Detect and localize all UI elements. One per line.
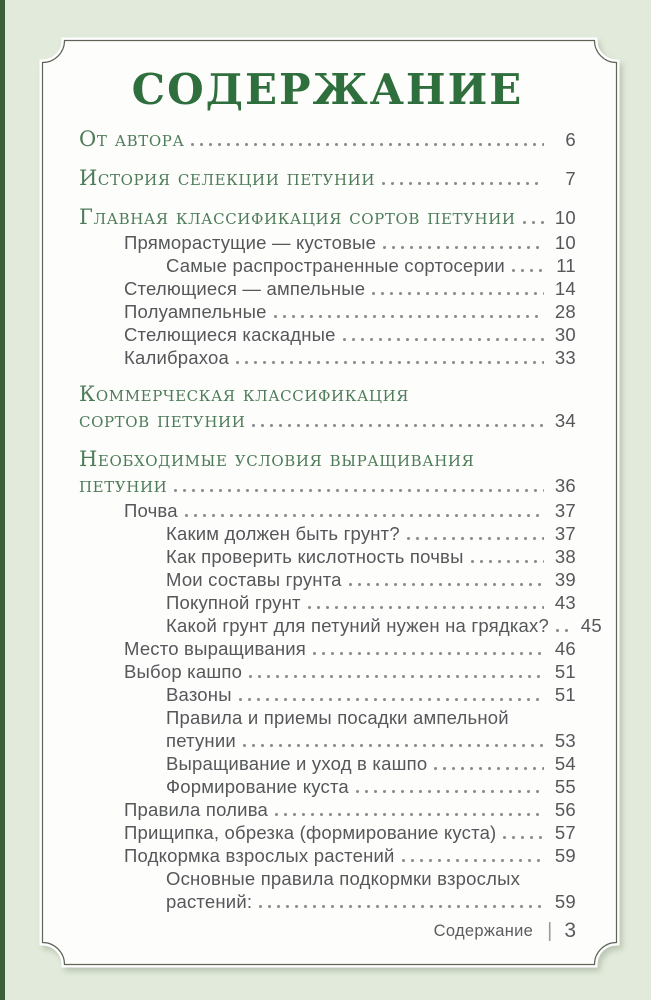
footer-separator: | (547, 919, 553, 942)
toc-entry-page: 54 (554, 753, 576, 774)
toc-entry-label: Формирование куста (166, 776, 349, 797)
toc-entry-line (166, 775, 576, 798)
toc-entry-page: 33 (554, 347, 576, 368)
dot-leader (275, 813, 544, 816)
toc-entry-label: Прищипка, обрезка (формирование куста) (124, 822, 497, 843)
dot-leader (407, 537, 544, 540)
toc-entry (79, 126, 576, 153)
dot-leader (243, 744, 544, 747)
dot-leader (471, 560, 544, 563)
toc-entry-label: Полуампельные (124, 301, 267, 322)
toc-entry-label: Какой грунт для петуний нужен на грядках? (166, 615, 549, 636)
dot-leader (249, 675, 544, 678)
toc-entry-label: Главная классификация сортов петунии (79, 205, 516, 229)
toc-entry-page: 37 (554, 500, 576, 521)
toc-entry-label: петунии (79, 473, 168, 497)
dot-leader (434, 767, 544, 770)
toc-entry-line (79, 204, 576, 231)
toc-entry-label: растений: (166, 891, 253, 912)
dot-leader (259, 905, 544, 908)
toc-entry-label: Место выращивания (124, 638, 306, 659)
toc-entry-line (124, 844, 576, 867)
toc-entry-label: Основные правила подкормки взрослых (166, 868, 521, 889)
toc-entry-page: 14 (554, 278, 576, 299)
page-footer (434, 919, 576, 943)
toc-entry-line (124, 499, 576, 522)
toc-entry-page: 56 (554, 799, 576, 820)
toc-entry-line (124, 660, 576, 683)
toc-entry-page: 7 (565, 168, 576, 189)
toc-entry-label: Выращивание и уход в кашпо (166, 753, 428, 774)
toc-entry-line (166, 522, 576, 545)
toc-entry-line (166, 568, 576, 591)
dot-leader (252, 424, 544, 427)
dot-leader (382, 182, 544, 185)
toc-entry-line (79, 165, 576, 192)
toc-entry-label: Правила полива (124, 799, 268, 820)
toc-entry-line (124, 821, 576, 844)
toc-entry-line (79, 446, 576, 472)
toc-entry-label: Калибрахоа (124, 347, 229, 368)
page-title: СОДЕРЖАНИЕ (131, 65, 524, 114)
toc-entry-page: 36 (554, 475, 576, 496)
toc-entry-page: 57 (554, 822, 576, 843)
toc-entry-page: 59 (554, 891, 576, 912)
toc-entry (79, 568, 576, 591)
toc-entry-label: Вазоны (166, 684, 232, 705)
toc-entry-line (124, 637, 576, 660)
toc-entry (79, 165, 576, 192)
toc-entry-label: Почва (124, 500, 178, 521)
dot-leader (308, 606, 544, 609)
toc-entry-line (124, 300, 576, 323)
toc-entry-page: 6 (565, 129, 576, 150)
toc-entry-page: 11 (556, 255, 576, 276)
dot-leader (343, 338, 544, 341)
toc-entry-page: 34 (554, 410, 576, 431)
toc-entry (79, 637, 576, 660)
toc-entry-label: Пряморастущие — кустовые (124, 232, 377, 253)
toc-entry-label: История селекции петунии (79, 166, 375, 190)
toc-entry (79, 323, 576, 346)
toc-entry-page: 28 (554, 301, 576, 322)
toc-entry-line (79, 381, 576, 407)
toc-entry-line (166, 867, 576, 890)
toc-entry-line (166, 591, 576, 614)
dot-leader (503, 836, 544, 839)
toc-entry (79, 499, 576, 522)
toc-entry (79, 706, 576, 752)
toc-entry-page: 51 (554, 684, 576, 705)
toc-entry (79, 231, 576, 254)
toc-entry (79, 277, 576, 300)
toc-entry-page: 46 (554, 638, 576, 659)
toc-entry (79, 844, 576, 867)
toc-entry-page: 39 (554, 569, 576, 590)
toc-entry (79, 683, 576, 706)
toc-entry-label: От автора (79, 127, 185, 151)
toc-entry-page: 37 (554, 523, 576, 544)
toc-entry-page: 43 (554, 592, 576, 613)
toc-entry-line (124, 231, 576, 254)
toc-entry-label: Необходимые условия выращивания (79, 447, 475, 471)
toc-entry-label: петунии (166, 730, 236, 751)
dot-leader (523, 221, 544, 224)
dot-leader (174, 489, 544, 492)
toc-entry-page: 53 (554, 730, 576, 751)
toc-entry-line (79, 407, 576, 434)
toc-entry (79, 614, 602, 637)
toc-entry-label: Коммерческая классификация (79, 382, 409, 406)
toc-entry (79, 300, 576, 323)
toc-entry-line (124, 277, 576, 300)
dot-leader (274, 315, 544, 318)
toc-entry-page: 10 (554, 232, 576, 253)
dot-leader (236, 361, 544, 364)
dot-leader (383, 246, 544, 249)
toc-entry-line (79, 472, 576, 499)
toc-entry-line (124, 798, 576, 821)
toc-entry-page: 10 (554, 207, 576, 228)
dot-leader (313, 652, 544, 655)
toc-entry-label: Выбор кашпо (124, 661, 243, 682)
toc-entry-line (166, 545, 576, 568)
toc-entry-line (166, 706, 576, 729)
toc-list (79, 126, 602, 913)
toc-entry-line (79, 126, 576, 153)
toc-entry-label: сортов петунии (79, 408, 246, 432)
toc-entry (79, 775, 576, 798)
toc-entry (79, 798, 576, 821)
toc-entry-page: 51 (554, 661, 576, 682)
toc-entry (79, 446, 576, 499)
toc-entry-label: Стелющиеся — ампельные (124, 278, 366, 299)
toc-entry-page: 55 (554, 776, 576, 797)
toc-entry-line (166, 254, 576, 277)
footer-page-number: 3 (564, 919, 576, 942)
dot-leader (356, 790, 544, 793)
toc-entry-page: 45 (580, 615, 602, 636)
toc-entry-line (166, 683, 576, 706)
toc-entry (79, 522, 576, 545)
toc-entry-label: Подкормка взрослых растений (124, 845, 395, 866)
toc-entry (79, 346, 576, 369)
toc-entry (79, 660, 576, 683)
toc-entry-label: Каким должен быть грунт? (166, 523, 400, 544)
toc-card (42, 40, 617, 965)
toc-entry-page: 30 (554, 324, 576, 345)
toc-entry-page: 59 (554, 845, 576, 866)
toc-entry (79, 204, 576, 231)
toc-entry-line (166, 729, 576, 752)
toc-entry (79, 381, 576, 434)
dot-leader (402, 859, 544, 862)
toc-entry (79, 545, 576, 568)
toc-entry-label: Самые распространенные сортосерии (166, 255, 505, 276)
footer-section-label: Содержание (433, 921, 534, 940)
toc-entry-line (124, 346, 576, 369)
dot-leader (191, 143, 544, 146)
toc-entry-line (166, 752, 576, 775)
toc-entry-label: Как проверить кислотность почвы (166, 546, 464, 567)
toc-entry (79, 867, 576, 913)
dot-leader (372, 292, 544, 295)
toc-entry (79, 821, 576, 844)
toc-entry (79, 254, 576, 277)
dot-leader (512, 269, 544, 272)
toc-entry-label: Стелющиеся каскадные (124, 324, 336, 345)
dot-leader (239, 698, 544, 701)
toc-entry-line (166, 614, 602, 637)
toc-entry-line (124, 323, 576, 346)
spine-stripe (0, 0, 5, 1000)
toc-entry-label: Мои составы грунта (166, 569, 342, 590)
dot-leader (185, 514, 544, 517)
dot-leader (349, 583, 544, 586)
toc-entry-page: 38 (554, 546, 576, 567)
dot-leader (556, 629, 570, 632)
toc-entry (79, 752, 576, 775)
toc-entry-label: Покупной грунт (166, 592, 301, 613)
toc-entry-line (166, 890, 576, 913)
toc-entry (79, 591, 576, 614)
toc-entry-label: Правила и приемы посадки ампельной (166, 707, 509, 728)
